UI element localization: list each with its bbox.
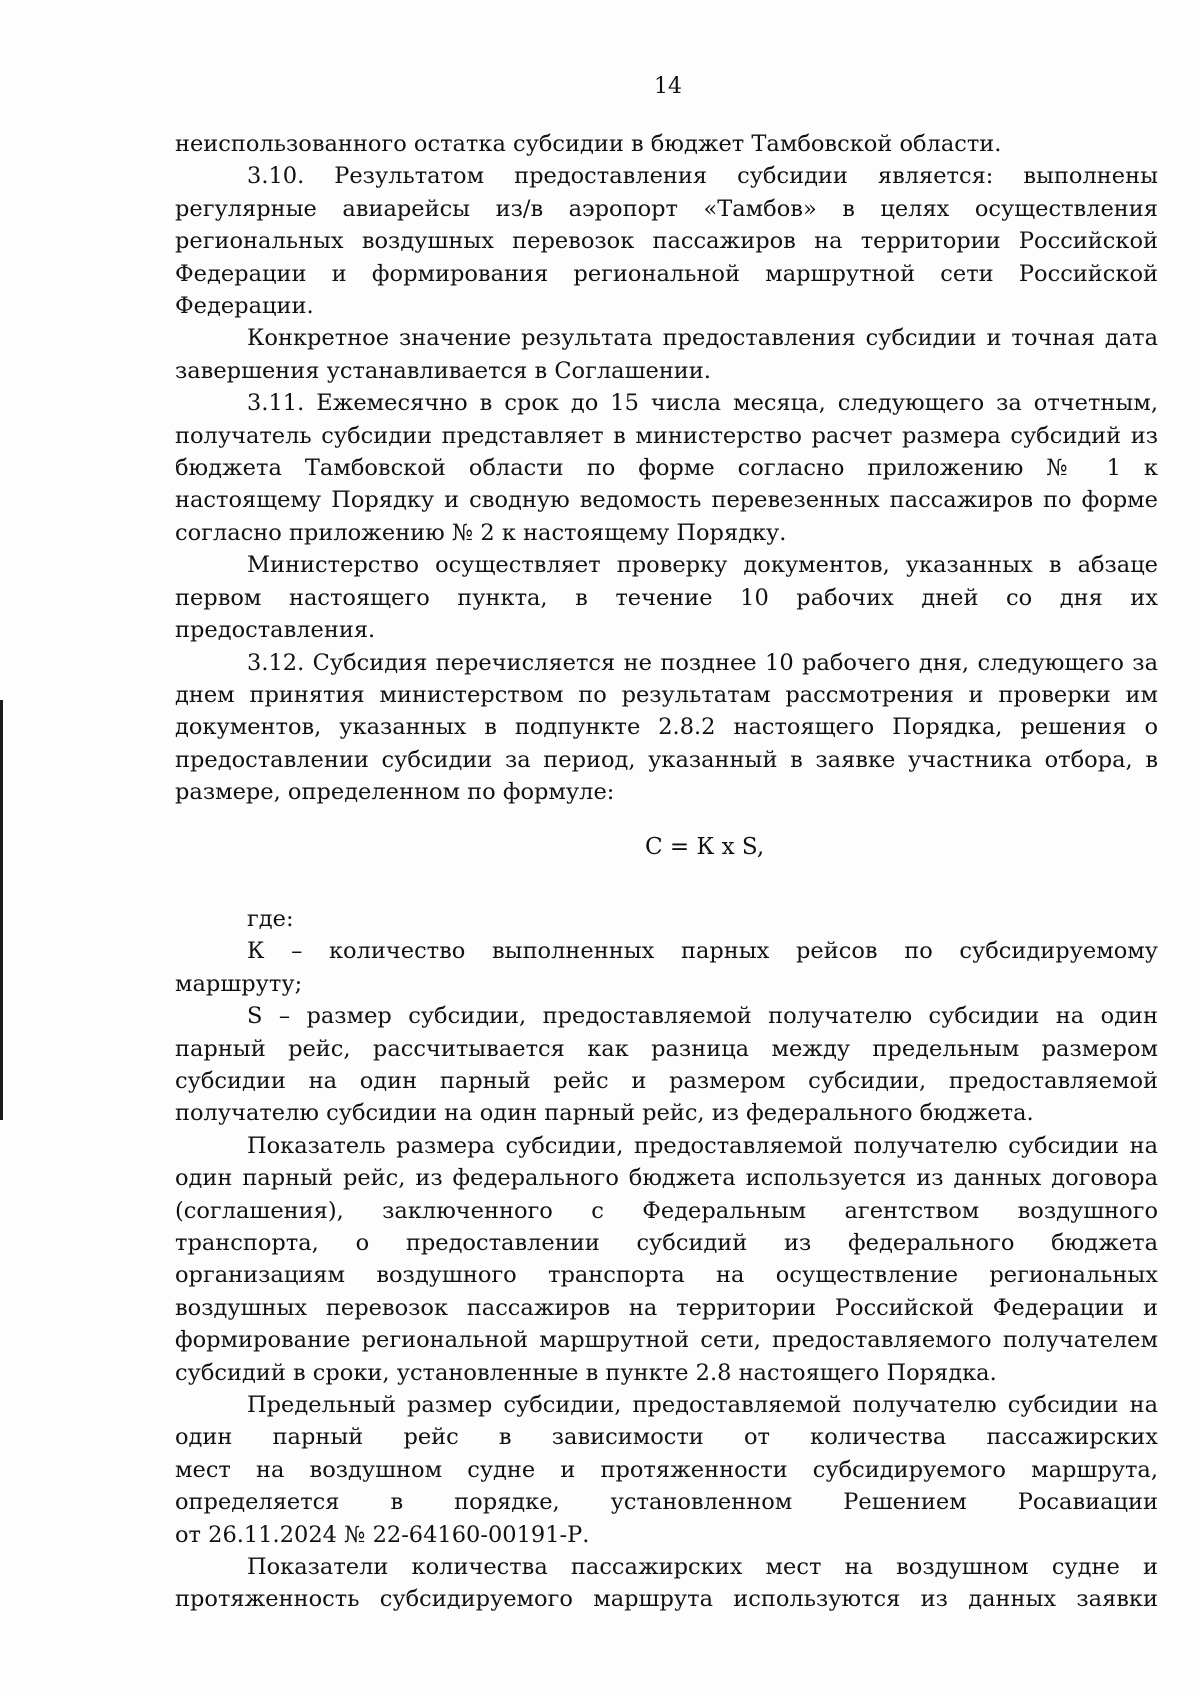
document-body xyxy=(175,128,1158,1616)
text-line: получатель субсидии представляет в министерство расчет размера субсидий из xyxy=(175,422,1158,449)
text-line: настоящему Порядку и сводную ведомость перевезенных пассажиров по форме xyxy=(175,487,1158,514)
paragraph xyxy=(175,160,1158,322)
paragraph xyxy=(175,1389,1158,1551)
text-line: 3.10. Результатом предоставления субсидии является: выполнены xyxy=(247,163,1158,190)
where-label: где: xyxy=(247,905,294,932)
text-line: субсидий в сроки, установленные в пункте 2.8 настоящего Порядка. xyxy=(175,1359,997,1386)
text-line: К – количество выполненных парных рейсов по субсидируемому xyxy=(247,938,1158,965)
text-line: протяженность субсидируемого маршрута используются из данных заявки xyxy=(175,1586,1158,1613)
text-line: Министерство осуществляет проверку документов, указанных в абзаце xyxy=(247,552,1158,579)
paragraph xyxy=(175,1000,1158,1130)
text-line: один парный рейс, из федерального бюджета используется из данных договора xyxy=(175,1165,1158,1192)
paragraph xyxy=(175,1130,1158,1389)
paragraph xyxy=(175,322,1158,387)
text-line: Предельный размер субсидии, предоставляемой получателю субсидии на xyxy=(247,1392,1158,1419)
text-line: первом настоящего пункта, в течение 10 рабочих дней со дня их xyxy=(175,584,1158,611)
text-line: воздушных перевозок пассажиров на территории Российской Федерации и xyxy=(175,1294,1158,1321)
paragraph xyxy=(175,549,1158,646)
text-line: Показатели количества пассажирских мест на воздушном судне и xyxy=(247,1554,1158,1581)
text-line: бюджета Тамбовской области по форме согласно приложению № 1 к xyxy=(175,455,1158,482)
text-line: 3.11. Ежемесячно в срок до 15 числа месяца, следующего за отчетным, xyxy=(247,390,1158,417)
text-line: Федерации. xyxy=(175,293,314,320)
text-line: определяется в порядке, установленном Решением Росавиации xyxy=(175,1489,1158,1516)
text-line: Федерации и формирования региональной маршрутной сети Российской xyxy=(175,260,1158,287)
text-line: маршруту; xyxy=(175,970,303,997)
paragraph xyxy=(175,387,1158,549)
text-line: 3.12. Субсидия перечисляется не позднее 10 рабочего дня, следующего за xyxy=(247,649,1158,676)
text-line: организациям воздушного транспорта на осуществление региональных xyxy=(175,1262,1158,1289)
text-line: документов, указанных в подпункте 2.8.2 настоящего Порядка, решения о xyxy=(175,714,1158,741)
text-line: парный рейс, рассчитывается как разница между предельным размером xyxy=(175,1035,1158,1062)
paragraph xyxy=(175,647,1158,809)
text-line: завершения устанавливается в Соглашении. xyxy=(175,357,711,384)
text-line: неиспользованного остатка субсидии в бюджет Тамбовской области. xyxy=(175,131,1002,157)
text-line: предоставлении субсидии за период, указанный в заявке участника отбора, в xyxy=(175,746,1158,773)
scan-edge-mark xyxy=(0,700,3,1120)
paragraph xyxy=(175,128,1158,160)
text-line: предоставления. xyxy=(175,617,376,644)
text-line: от 26.11.2024 № 22-64160-00191-Р. xyxy=(175,1521,590,1548)
text-line: один парный рейс в зависимости от количества пассажирских xyxy=(175,1424,1158,1451)
paragraph xyxy=(175,1551,1158,1616)
text-line: мест на воздушном судне и протяженности субсидируемого маршрута, xyxy=(175,1456,1158,1483)
text-line: формирование региональной маршрутной сети, предоставляемого получателем xyxy=(175,1327,1158,1354)
text-line: регулярные авиарейсы из/в аэропорт «Тамбов» в целях осуществления xyxy=(175,195,1158,222)
text-line: транспорта, о предоставлении субсидий из федерального бюджета xyxy=(175,1230,1158,1256)
paragraphs-after-formula xyxy=(175,935,1158,1616)
formula: С = К х S, xyxy=(645,833,765,860)
text-line: размере, определенном по формуле: xyxy=(175,779,615,806)
text-line: субсидии на один парный рейс и размером субсидии, предоставляемой xyxy=(175,1067,1158,1094)
text-line: S – размер субсидии, предоставляемой получателю субсидии на один xyxy=(247,1003,1158,1030)
paragraph xyxy=(175,935,1158,1000)
paragraphs-before-formula xyxy=(175,128,1158,809)
text-line: днем принятия министерством по результатам рассмотрения и проверки им xyxy=(175,681,1158,708)
text-line: получателю субсидии на один парный рейс, из федерального бюджета. xyxy=(175,1100,1034,1127)
text-line: Конкретное значение результата предоставления субсидии и точная дата xyxy=(247,325,1158,352)
text-line: согласно приложению № 2 к настоящему Порядку. xyxy=(175,519,787,546)
page-number: 14 xyxy=(654,74,682,99)
text-line: региональных воздушных перевозок пассажиров на территории Российской xyxy=(175,228,1158,255)
text-line: Показатель размера субсидии, предоставляемой получателю субсидии на xyxy=(247,1132,1158,1159)
text-line: (соглашения), заключенного с Федеральным агентством воздушного xyxy=(175,1197,1158,1224)
